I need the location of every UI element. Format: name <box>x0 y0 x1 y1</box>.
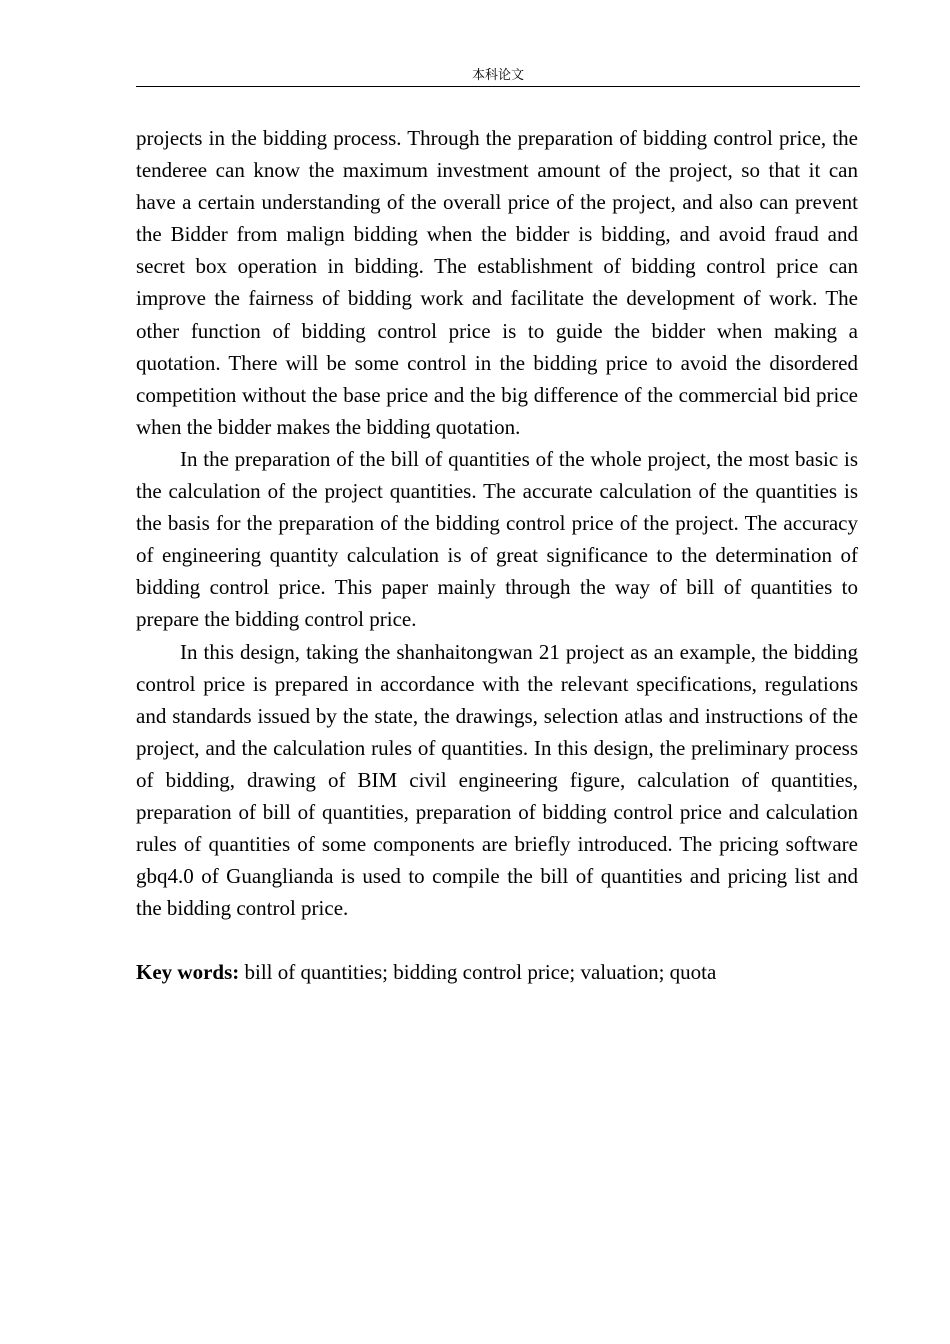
paragraph-2: In the preparation of the bill of quantities of the whole project, the most basic is the calculation of the project quantities. The accurate calculation of the quantities is the basis for the preparation of the bidding control price of the project. The accuracy of engineering quantity calculation is of great significance to the determination of bidding control price. This paper mainly through the way of bill of quantities to prepare the bidding control price. <box>136 446 858 632</box>
keywords-line <box>136 956 858 988</box>
abstract-body <box>136 122 858 988</box>
paragraph-3: In this design, taking the shanhaitongwan 21 project as an example, the bidding control price is prepared in accordance with the relevant specifications, regulations and standards issued by the state, the drawings, selection atlas and instructions of the project, and the calculation rules of quantities. In this design, the preliminary process of bidding, drawing of BIM civil engineering figure, calculation of quantities, preparation of bill of quantities, preparation of bidding control price and calculation rules of quantities of some components are briefly introduced. The pricing software gbq4.0 of Guanglianda is used to compile the bill of quantities and pricing list and the bidding control price. <box>136 639 858 921</box>
header-title: 本科论文 <box>471 68 524 83</box>
keywords-text: bill of quantities; bidding control price; valuation; quota <box>244 960 717 985</box>
paragraph-1: projects in the bidding process. Through the preparation of bidding control price, the tenderee can know the maximum investment amount of the project, so that it can have a certain understanding of the overall price of the project, and also can prevent the Bidder from malign bidding when the bidder is bidding, and avoid fraud and secret box operation in bidding. The establishment of bidding control price can improve the fairness of bidding work and facilitate the development of work. The other function of bidding control price is to guide the bidder when making a quotation. There will be some control in the bidding price to avoid the disordered competition without the base price and the big difference of the commercial bid price when the bidder makes the bidding quotation. <box>136 126 858 439</box>
page-header <box>136 66 860 87</box>
keywords-label: Key words: <box>136 960 240 985</box>
